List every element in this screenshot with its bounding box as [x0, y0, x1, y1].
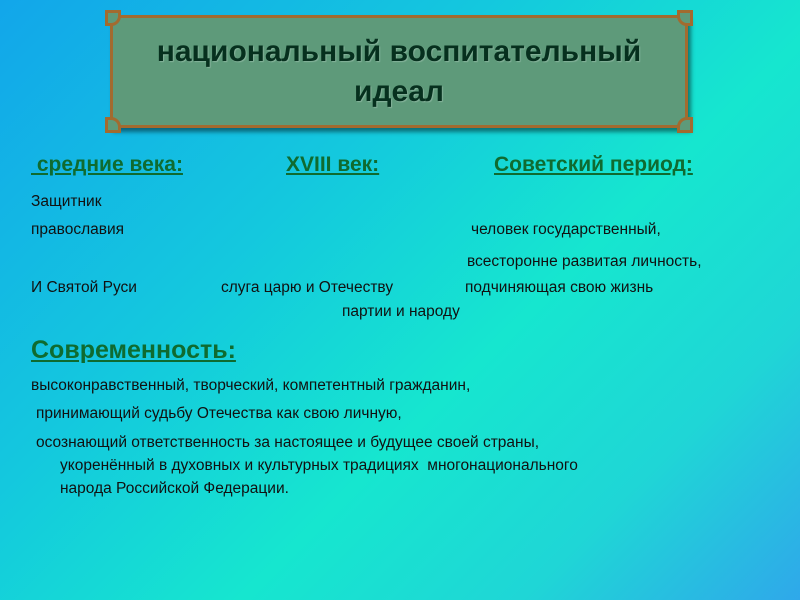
middle-ages-line-3: И Святой Руси: [31, 279, 137, 296]
heading-xviii-century: XVIII век:: [286, 153, 380, 176]
corner-decoration: [677, 10, 693, 26]
xviii-line: слуга царю и Отечеству: [221, 279, 394, 296]
soviet-line-2: всесторонне развитая личность,: [467, 253, 702, 270]
soviet-line-1: человек государственный,: [471, 221, 661, 238]
modern-line-2: принимающий судьбу Отечества как свою личную,: [36, 405, 402, 422]
modern-line-1: высоконравственный, творческий, компетентный гражданин,: [31, 377, 471, 394]
page-title: национальный воспитательный идеал: [156, 34, 642, 108]
modern-heading: Современность:: [31, 336, 236, 364]
modern-line-4: укоренённый в духовных и культурных традициях многонационального: [60, 457, 578, 474]
soviet-line-3: подчиняющая свою жизнь: [465, 279, 654, 296]
modern-line-3: осознающий ответственность за настоящее и будущее своей страны,: [36, 434, 540, 451]
middle-ages-line-2: православия: [31, 221, 125, 238]
corner-decoration: [105, 117, 121, 133]
heading-middle-ages: средние века:: [31, 153, 183, 176]
middle-ages-line-1: Защитник: [31, 193, 102, 210]
soviet-line-4: партии и народу: [342, 303, 460, 320]
title-box: [110, 15, 688, 128]
modern-line-5: народа Российской Федерации.: [60, 480, 289, 497]
heading-soviet-period: Советский период:: [494, 153, 693, 176]
